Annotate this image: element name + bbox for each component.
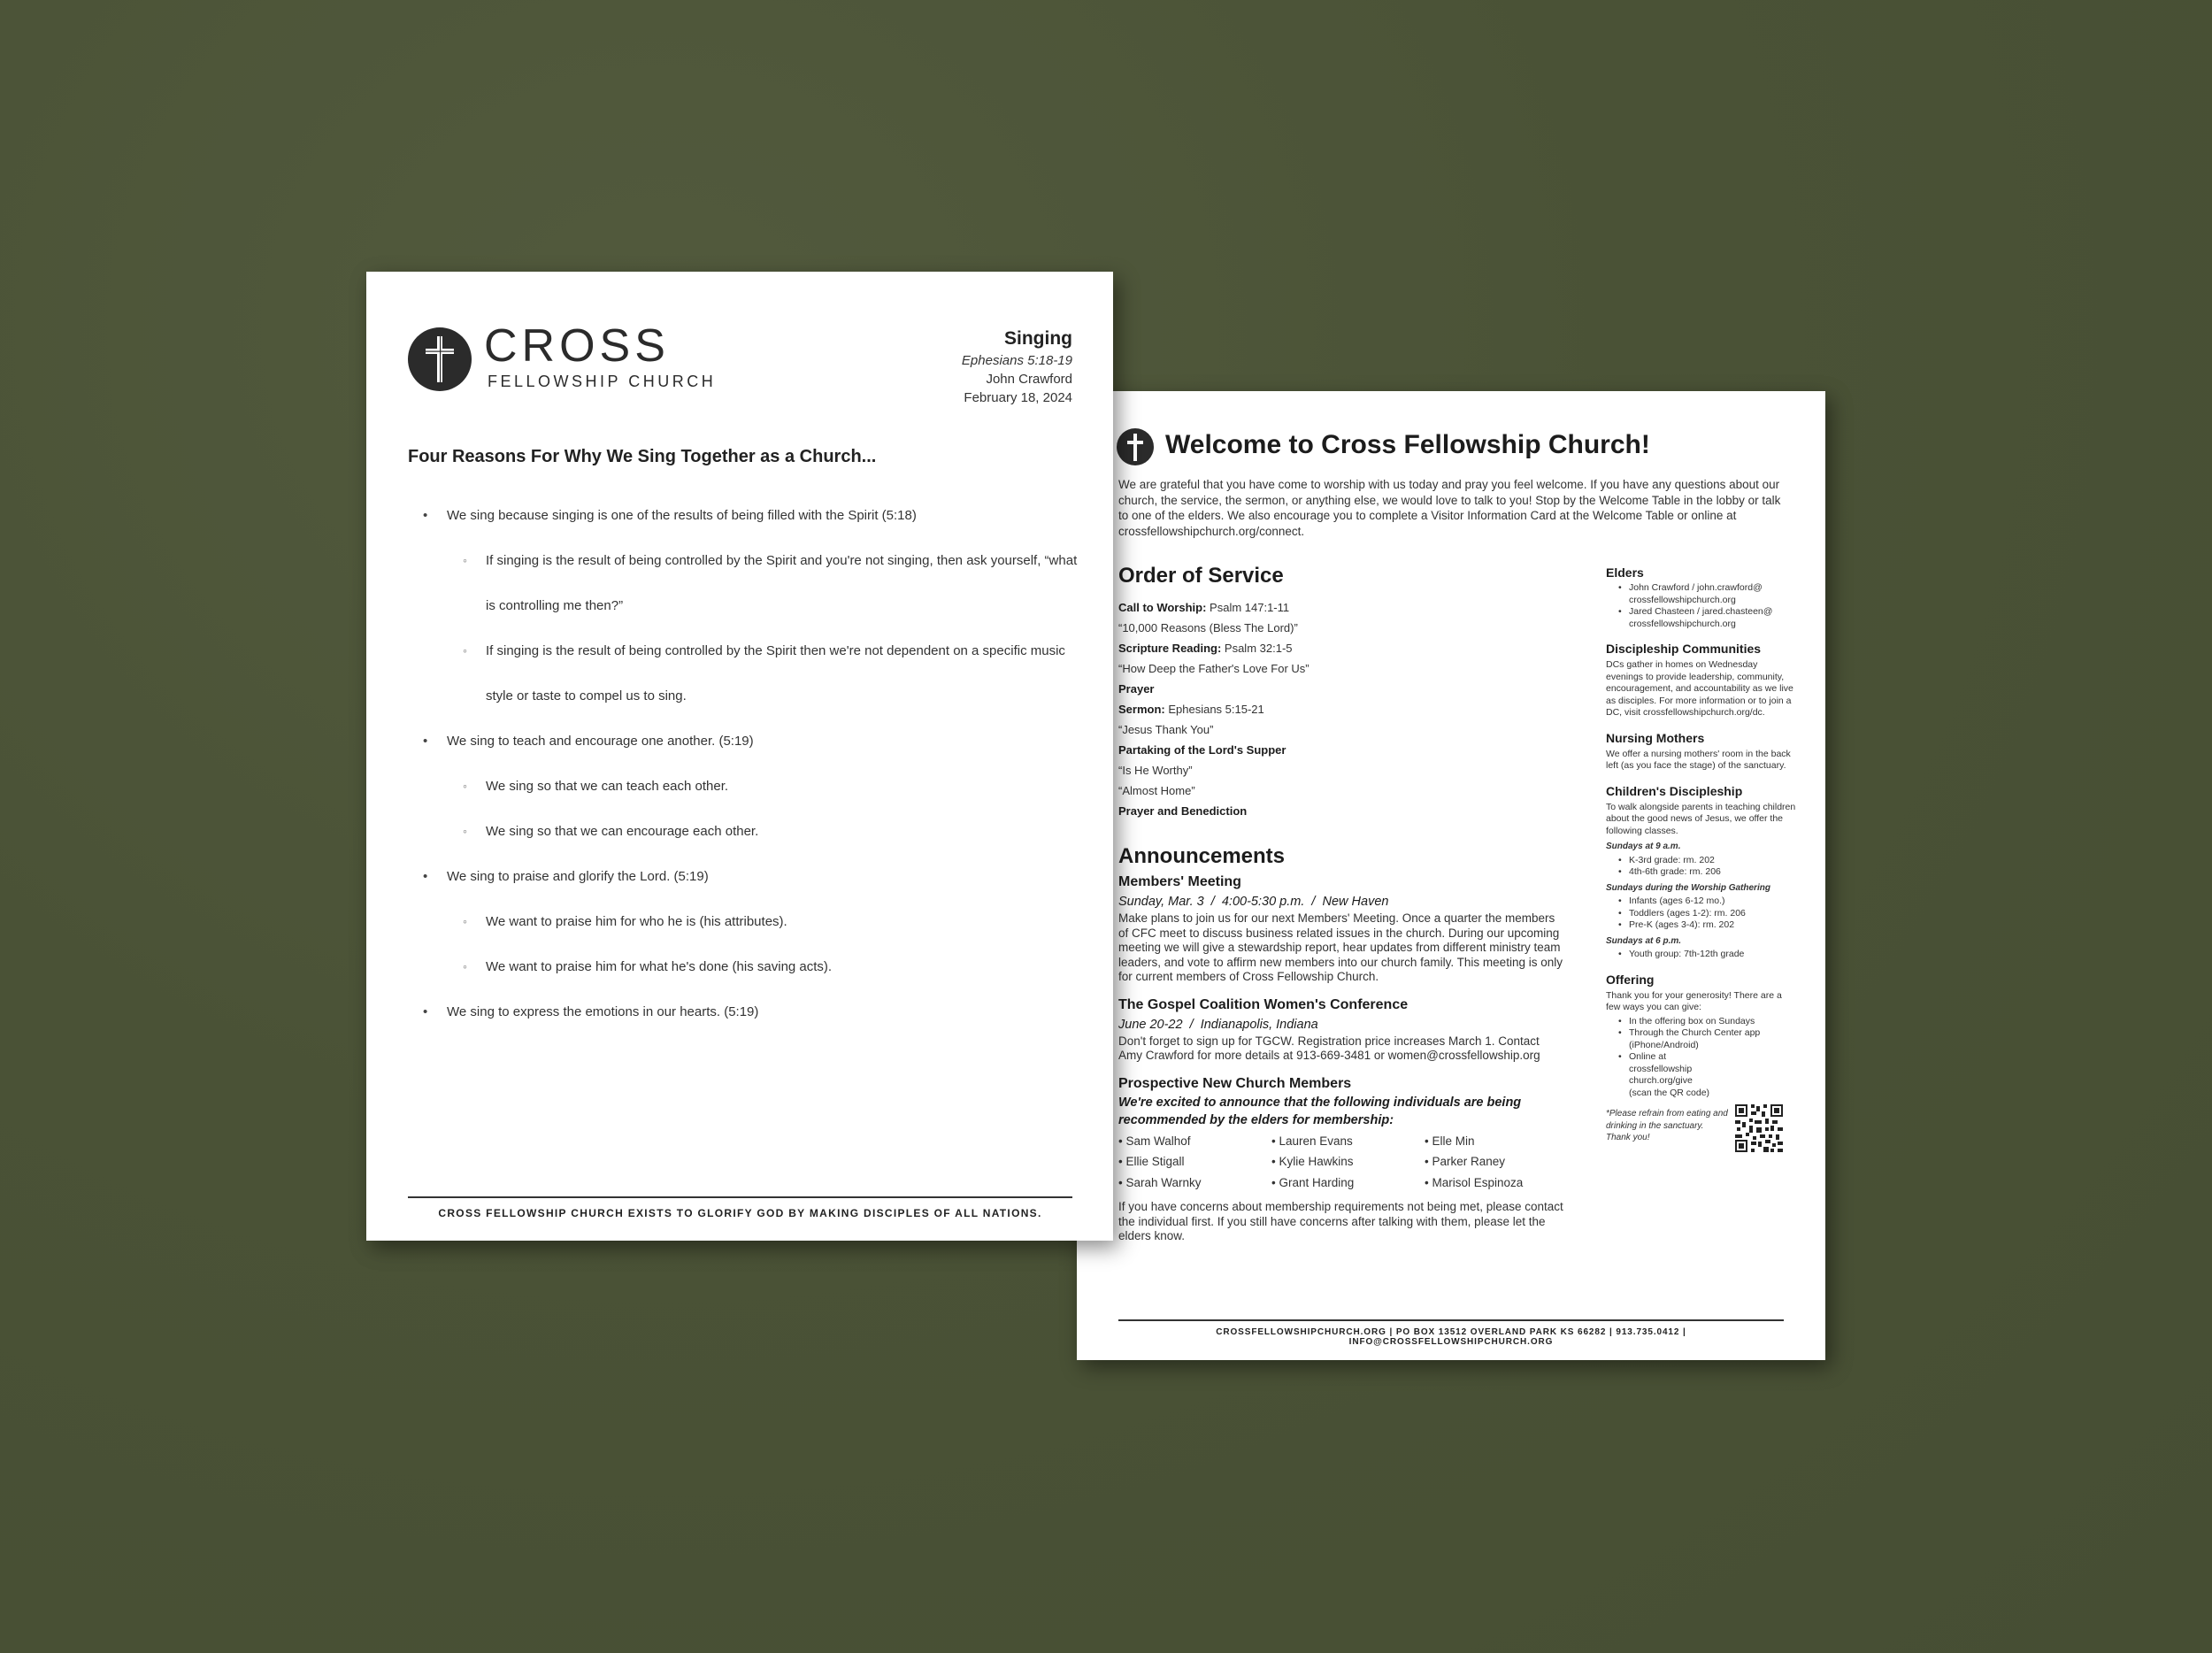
elders-list bbox=[1606, 582, 1796, 630]
dc-heading: Discipleship Communities bbox=[1606, 642, 1762, 656]
class-list bbox=[1606, 855, 1796, 879]
member-name: • Marisol Espinoza bbox=[1425, 1172, 1557, 1194]
order-of-service-list bbox=[1118, 597, 1565, 821]
contact-footer: CROSSFELLOWSHIPCHURCH.ORG | PO BOX 13512 OVERLAND PARK KS 66282 | 913.735.0412 | INFO@CROSSFELLOWSHIPCHURCH.ORG bbox=[1216, 1327, 1686, 1347]
point-text: We sing to express the emotions in our hearts. (5:19) bbox=[447, 1004, 759, 1019]
service-item: Call to Worship: Psalm 147:1-11 bbox=[1118, 601, 1290, 614]
dc-body: DCs gather in homes on Wednesday evenings to provide leadership, community, encouragement, and accountability as we live as disciples. For more information or to join a DC, visit crossfellowshipchurch.org/dc. bbox=[1606, 659, 1793, 718]
class-item: • Pre-K (ages 3-4): rm. 202 bbox=[1618, 919, 1796, 932]
offering-way: • Through the Church Center app (iPhone/Android) bbox=[1618, 1027, 1796, 1051]
schedule-label: Sundays during the Worship Gathering bbox=[1606, 882, 1770, 893]
sermon-meta bbox=[962, 327, 1072, 407]
brand-subtitle: FELLOWSHIP CHURCH bbox=[488, 373, 717, 390]
main-column bbox=[1118, 564, 1565, 1244]
service-item: Sermon: Ephesians 5:15-21 bbox=[1118, 703, 1264, 716]
offering-heading: Offering bbox=[1606, 972, 1655, 987]
announcement-members-meeting bbox=[1118, 873, 1565, 985]
member-name: • Lauren Evans bbox=[1271, 1131, 1425, 1152]
class-item: • 4th-6th grade: rm. 206 bbox=[1618, 866, 1796, 879]
service-item: “Jesus Thank You” bbox=[1118, 723, 1214, 736]
sermon-speaker: John Crawford bbox=[986, 372, 1072, 387]
welcome-intro: We are grateful that you have come to worship with us today and pray you feel welcome. If you have any questions about our church, the service, the sermon, or anything else, we would love to talk to you! Stop by the Welcome Table in the lobby or talk to one of the elders. We also encourage you to complete a Visitor Information Card at the Welcome Table or online at crossfellowshipchurch.org/connect. bbox=[1118, 478, 1781, 538]
footer-divider bbox=[1118, 1319, 1784, 1321]
children-heading: Children's Discipleship bbox=[1606, 783, 1743, 798]
elders-heading: Elders bbox=[1606, 565, 1644, 580]
service-item: Prayer and Benediction bbox=[1118, 804, 1248, 818]
subpoint-text: We sing so that we can teach each other. bbox=[486, 779, 729, 794]
member-name: • Grant Harding bbox=[1271, 1172, 1425, 1194]
sermon-date: February 18, 2024 bbox=[964, 390, 1072, 405]
note-and-qr bbox=[1606, 1108, 1796, 1161]
announcement-prospective-members bbox=[1118, 1074, 1565, 1244]
member-name: • Sarah Warnky bbox=[1118, 1172, 1271, 1194]
point bbox=[408, 989, 1080, 1034]
service-item: Partaking of the Lord's Supper bbox=[1118, 743, 1286, 757]
mission-footer: CROSS FELLOWSHIP CHURCH EXISTS TO GLORIFY GOD BY MAKING DISCIPLES OF ALL NATIONS. bbox=[438, 1207, 1042, 1219]
class-item: • Infants (ages 6-12 mo.) bbox=[1618, 896, 1796, 908]
subpoint bbox=[447, 944, 1080, 989]
point bbox=[408, 854, 1080, 989]
cross-logo-icon bbox=[1117, 428, 1154, 465]
class-list bbox=[1606, 949, 1796, 961]
class-item: • Youth group: 7th-12th grade bbox=[1618, 949, 1796, 961]
subpoint-text: If singing is the result of being controlled by the Spirit and you're not singing, then ask yourself, “what is controlling me then?” bbox=[486, 553, 1078, 613]
service-item: “Almost Home” bbox=[1118, 784, 1195, 797]
announcement-body: If you have concerns about membership requirements not being met, please contact the individual first. If you still have concerns after talking with them, please let the elders know. bbox=[1118, 1200, 1563, 1242]
announcements-heading: Announcements bbox=[1118, 844, 1286, 868]
member-name: • Kylie Hawkins bbox=[1271, 1151, 1425, 1172]
prospective-names bbox=[1118, 1131, 1565, 1194]
service-item: “How Deep the Father's Love For Us” bbox=[1118, 662, 1310, 675]
sermon-notes-sheet bbox=[366, 272, 1113, 1241]
offering-way: • Online at crossfellowship church.org/give (scan the QR code) bbox=[1618, 1051, 1717, 1099]
service-item: Scripture Reading: Psalm 32:1-5 bbox=[1118, 642, 1293, 655]
nursing-heading: Nursing Mothers bbox=[1606, 730, 1705, 745]
service-item: “10,000 Reasons (Bless The Lord)” bbox=[1118, 621, 1298, 634]
welcome-bulletin-sheet bbox=[1077, 391, 1825, 1360]
announcement-title: The Gospel Coalition Women's Conference bbox=[1118, 996, 1409, 1012]
service-item: “Is He Worthy” bbox=[1118, 764, 1193, 777]
offering-ways bbox=[1606, 1016, 1796, 1100]
subpoint-text: We want to praise him for who he is (his attributes). bbox=[486, 914, 787, 929]
sidebar-column bbox=[1606, 565, 1796, 1161]
announcement-body: Don't forget to sign up for TGCW. Registration price increases March 1. Contact Amy Crawford for more details at 913-669-3481 or women@crossfellowship.org bbox=[1118, 1034, 1540, 1062]
qr-code-icon[interactable] bbox=[1735, 1104, 1783, 1157]
point bbox=[408, 493, 1080, 719]
subpoint bbox=[447, 809, 1080, 854]
elder-item: • Jared Chasteen / jared.chasteen@ crossfellowshipchurch.org bbox=[1618, 606, 1796, 630]
sermon-heading: Four Reasons For Why We Sing Together as a Church... bbox=[408, 447, 877, 466]
class-item: • K-3rd grade: rm. 202 bbox=[1618, 855, 1796, 867]
point-text: We sing to teach and encourage one another. (5:19) bbox=[447, 734, 754, 749]
announcement-body: Make plans to join us for our next Members' Meeting. Once a quarter the members of CFC meet to discuss business related issues in the church. During our upcoming meeting we will give a stewardship report, hear updates from different ministry team leaders, and vote to affirm new members into our church family. This meeting is only for current members of Cross Fellowship Church. bbox=[1118, 911, 1563, 983]
service-item: Prayer bbox=[1118, 682, 1155, 696]
sermon-scripture: Ephesians 5:18-19 bbox=[961, 353, 1072, 368]
sermon-points bbox=[408, 493, 1080, 1034]
member-name: • Sam Walhof bbox=[1118, 1131, 1271, 1152]
subpoint bbox=[447, 764, 1080, 809]
subpoint bbox=[447, 538, 1080, 628]
point-text: We sing because singing is one of the results of being filled with the Spirit (5:18) bbox=[447, 508, 917, 523]
subpoint-text: If singing is the result of being controlled by the Spirit then we're not dependent on a specific music style or taste to compel us to sing. bbox=[486, 643, 1065, 703]
member-name: • Parker Raney bbox=[1425, 1151, 1557, 1172]
point bbox=[408, 719, 1080, 854]
subpoint-text: We want to praise him for what he's done (his saving acts). bbox=[486, 959, 833, 974]
offering-body: Thank you for your generosity! There are a few ways you can give: bbox=[1606, 989, 1782, 1012]
refrain-note: *Please refrain from eating and drinking in the sanctuary. Thank you! bbox=[1606, 1109, 1728, 1142]
class-item: • Toddlers (ages 1-2): rm. 206 bbox=[1618, 908, 1796, 920]
subpoint bbox=[447, 628, 1080, 719]
announcement-title: Members' Meeting bbox=[1118, 874, 1241, 889]
nursing-body: We offer a nursing mothers' room in the back left (as you face the stage) of the sanctuary. bbox=[1606, 748, 1791, 771]
announcement-when: Sunday, Mar. 3 / 4:00-5:30 p.m. / New Haven bbox=[1118, 895, 1389, 909]
schedule-label: Sundays at 6 p.m. bbox=[1606, 935, 1682, 946]
cross-logo-icon bbox=[408, 327, 472, 391]
sermon-title: Singing bbox=[1004, 328, 1072, 349]
footer-divider bbox=[408, 1196, 1072, 1198]
welcome-title: Welcome to Cross Fellowship Church! bbox=[1165, 430, 1650, 459]
subpoint bbox=[447, 899, 1080, 944]
brand-name: CROSS bbox=[484, 320, 670, 372]
elder-item: • John Crawford / john.crawford@ crossfellowshipchurch.org bbox=[1618, 582, 1796, 606]
announcement-title: Prospective New Church Members bbox=[1118, 1075, 1352, 1091]
order-of-service-heading: Order of Service bbox=[1118, 564, 1284, 588]
offering-way: • In the offering box on Sundays bbox=[1618, 1016, 1796, 1028]
announcement-when: June 20-22 / Indianapolis, Indiana bbox=[1118, 1017, 1318, 1032]
member-name: • Elle Min bbox=[1425, 1131, 1557, 1152]
announcement-subtitle: We're excited to announce that the following individuals are being recommended by the elders for membership: bbox=[1118, 1095, 1522, 1127]
children-body: To walk alongside parents in teaching children about the good news of Jesus, we offer the following classes. bbox=[1606, 801, 1796, 836]
member-name: • Ellie Stigall bbox=[1118, 1151, 1271, 1172]
subpoint-text: We sing so that we can encourage each other. bbox=[486, 824, 759, 839]
schedule-label: Sundays at 9 a.m. bbox=[1606, 842, 1681, 851]
announcement-tgc bbox=[1118, 996, 1565, 1064]
class-list bbox=[1606, 896, 1796, 932]
point-text: We sing to praise and glorify the Lord. (5:19) bbox=[447, 869, 709, 884]
